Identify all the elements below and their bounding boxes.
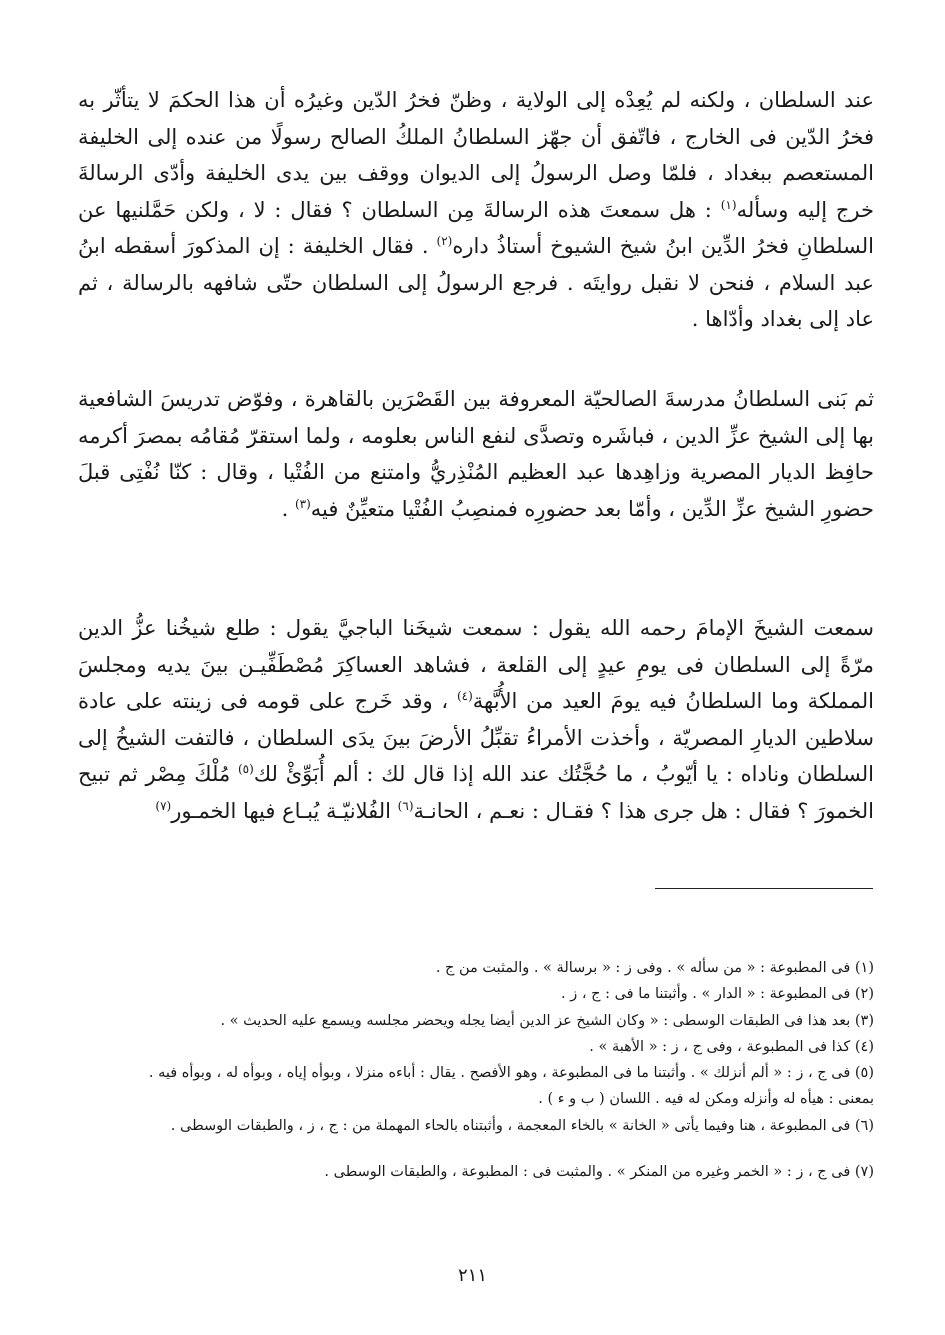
- text-run: الفُلانيّـة يُبـاع فيها الخمـور: [171, 798, 398, 823]
- footnote-5: (٥) فى ج ، ز : « ألم أنزلك » . وأثبتنا ما فى المطبوعة ، وهو الأفصح . يقال : أباءه منزلا ، وبوأه إياه ، وبوأه له ، وبوأه فيه . بمعنى : هيأه له وأنزله ومكن له فيه . اللسان ( ب و ء ) .: [148, 1065, 874, 1108]
- text-run: .: [281, 496, 295, 521]
- text-run: ، وقد خَرج على قومه فى زينته على عادة سلاطين الديارِ المصريّة ، وأخذت الأمراءُ تقبِّلُ الأرضَ بينَ يدَى السلطان ، فالتفت الشيخُ إلى السلطان وناداه : يا أيّوبُ ، ما حُجَّتُك عند الله إذا قال لك : ألم أُبَوِّئْ لك: [78, 689, 874, 786]
- text-run: . فقال الخليفة : إن المذكورَ أسقطه ابنُ عبد السلام ، فنحن لا نقبل روايتَه . فرجع الرسولُ إلى السلطان حتّى شافهه بالرسالة ، ثم عاد إلى بغداد وأدّاها .: [78, 234, 874, 331]
- text-run: مُلْكَ مِصْر ثم تبيح الخمورَ ؟ فقال : هل جرى هذا ؟ فقـال : نعـم ، الحانـة: [78, 762, 874, 823]
- footnote-ref: (٦): [397, 798, 414, 813]
- text-run: ثم بَنى السلطانُ مدرسةَ الصالحيّة المعروفة بين القَصْرَين بالقاهرة ، وفوّض تدريسَ الشافعية بها إلى الشيخ عزِّ الدين ، فباشَره وتصدَّى لنفع الناس بعلومه ، ولما استقرّ مُقامُه بمصرَ أكرمه حافِظ الديار المصرية وزاهِدها عبد العظيم المُنْذِريُّ وامتنع من الفُتْيا ، وقال : كنّا نُفْتِى قبلَ حضورِ الشيخ عزِّ الدِّين ، وأمّا بعد حضورِه فمنصِبُ الفُتْيا متعيِّنٌ فيه: [78, 387, 874, 521]
- footnote-separator: [655, 888, 873, 889]
- footnote-ref: (٣): [294, 496, 311, 511]
- footnotes-list: [140, 955, 874, 1185]
- footnote-ref: (١): [720, 197, 737, 212]
- footnote-ref: (٧): [155, 798, 172, 813]
- footnote-6: (٦) فى المطبوعة ، هنا وفيما يأتى « الخانة » بالخاء المعجمة ، وأثبتناه بالحاء المهملة من : ج ، ز ، والطبقات الوسطى .: [170, 1117, 874, 1134]
- text-run: عند السلطان ، ولكنه لم يُعِدْه إلى الولاية ، وظنّ فخرُ الدّين وغيرُه أن هذا الحكمَ لا يتأثّر به فخرُ الدّين فى الخارج ، فاتّفق أن جهّز السلطانُ الملكُ الصالح رسولًا من عنده إلى الخليفة المستعصم ببغداد ، فلمّا وصل الرسولُ إلى الديوان ووقف بين يدى الخليفة وأدّى الرسالةَ خرج إليه وسأله: [78, 88, 874, 222]
- footnote-ref: (٢): [436, 234, 453, 248]
- footnote-2: (٢) فى المطبوعة : « الدار » . وأثبتنا ما فى : ج ، ز .: [561, 986, 874, 1003]
- footnote-ref: (٥): [237, 762, 254, 776]
- text-run: سمعت الشيخَ الإمامَ رحمه الله يقول : سمعت شيخَنا الباجيَّ يقول : طلع شيخُنا عزُّ الدين مرّةً إلى السلطان فى يومِ عيدٍ إلى القلعة ، فشاهد العساكِرَ مُصْطَفِّيـن بينَ يديه ومجلسَ المملكة وما السلطانُ فيه يومَ العيد من الأُبَّهة: [78, 616, 875, 713]
- page-number: ٢١١: [457, 1265, 487, 1286]
- paragraph-1: [78, 82, 874, 338]
- paragraph-3: [78, 610, 874, 829]
- footnote-1: (١) فى المطبوعة : « من سأله » . وفى ز : « برسالة » . والمثبت من ج .: [435, 960, 874, 976]
- footnote-3: (٣) بعد هذا فى الطبقات الوسطى : « وكان الشيخ عز الدين أيضا يجله ويحضر مجلسه ويسمع عليه الحديث » .: [220, 1012, 874, 1029]
- footnote-7: (٧) فى ج ، ز : « الخمر وغيره من المنكر » . والمثبت فى : المطبوعة ، والطبقات الوسطى .: [324, 1164, 874, 1181]
- footnote-4: (٤) كذا فى المطبوعة ، وفى ج ، ز : « الأهبة » .: [589, 1038, 874, 1055]
- footnote-ref: (٤): [456, 689, 473, 703]
- paragraph-2: [78, 381, 874, 527]
- text-run: : هل سمعتَ هذه الرسالةَ مِن السلطان ؟ فقال : لا ، ولكن حَمَّلنيها عن السلطانِ فخرُ الدِّين ابنُ شيخ الشيوخ أستاذُ داره: [78, 197, 874, 258]
